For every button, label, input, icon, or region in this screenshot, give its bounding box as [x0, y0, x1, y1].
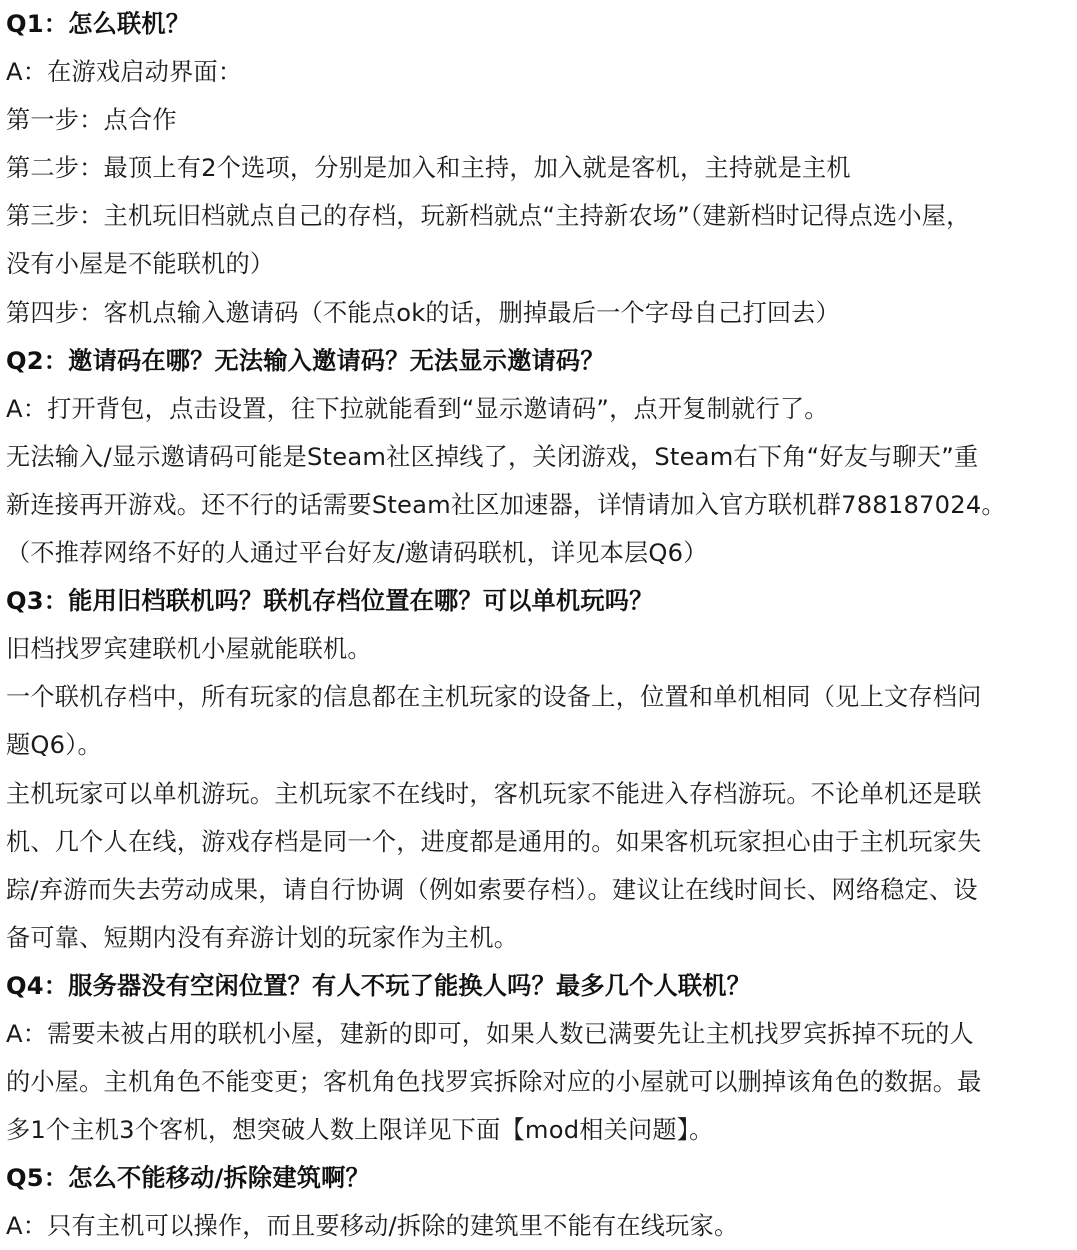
answer-line: 一个联机存档中，所有玩家的信息都在主机玩家的设备上，位置和单机相同（见上文存档问 [6, 683, 982, 712]
question-q1: Q1：怎么联机？ [6, 10, 191, 38]
answer-line: 多1个主机3个客机，想突破人数上限详见下面【mod相关问题】。 [6, 1116, 714, 1145]
answer-line: A：需要未被占用的联机小屋，建新的即可，如果人数已满要先让主机找罗宾拆掉不玩的人 [6, 1019, 974, 1048]
question-q3: Q3：能用旧档联机吗？联机存档位置在哪？可以单机玩吗？ [6, 587, 654, 616]
answer-line: 主机玩家可以单机游玩。主机玩家不在线时，客机玩家不能进入存档游玩。不论单机还是联 [6, 779, 982, 808]
question-q5: Q5：怎么不能移动/拆除建筑啊？ [6, 1164, 370, 1193]
question-q4: Q4：服务器没有空闲位置？有人不玩了能换人吗？最多几个人联机？ [6, 971, 752, 1000]
answer-line: 备可靠、短期内没有弃游计划的玩家作为主机。 [6, 923, 519, 952]
answer-line: 没有小屋是不能联机的） [6, 250, 275, 279]
answer-line: （不推荐网络不好的人通过平台好友/邀请码联机，详见本层Q6） [6, 539, 708, 568]
answer-line: A：在游戏启动界面： [6, 58, 243, 87]
answer-line: A：只有主机可以操作，而且要移动/拆除的建筑里不能有在线玩家。 [6, 1212, 739, 1241]
answer-line: 第二步：最顶上有2个选项，分别是加入和主持，加入就是客机，主持就是主机 [6, 154, 851, 183]
question-q2: Q2：邀请码在哪？无法输入邀请码？无法显示邀请码？ [6, 346, 605, 375]
answer-line: 新连接再开游戏。还不行的话需要Steam社区加速器，详情请加入官方联机群788187024。 [6, 490, 1006, 519]
answer-line: 无法输入/显示邀请码可能是Steam社区掉线了，关闭游戏，Steam右下角“好友与聊天”重 [6, 442, 979, 471]
answer-line: 的小屋。主机角色不能变更；客机角色找罗宾拆除对应的小屋就可以删掉该角色的数据。最 [6, 1068, 982, 1097]
answer-line: 题Q6）。 [6, 731, 102, 760]
answer-line: 第一步：点合作 [6, 106, 177, 135]
answer-line: 旧档找罗宾建联机小屋就能联机。 [6, 635, 372, 664]
answer-line: 踪/弃游而失去劳动成果，请自行协调（例如索要存档）。建议让在线时间长、网络稳定、设 [6, 875, 978, 904]
answer-line: 机、几个人在线，游戏存档是同一个，进度都是通用的。如果客机玩家担心由于主机玩家失 [6, 827, 982, 856]
answer-line: 第四步：客机点输入邀请码（不能点ok的话，删掉最后一个字母自己打回去） [6, 298, 840, 327]
answer-line: A：打开背包，点击设置，往下拉就能看到“显示邀请码”，点开复制就行了。 [6, 394, 829, 423]
answer-line: 第三步：主机玩旧档就点自己的存档，玩新档就点“主持新农场”（建新档时记得点选小屋， [6, 202, 971, 231]
